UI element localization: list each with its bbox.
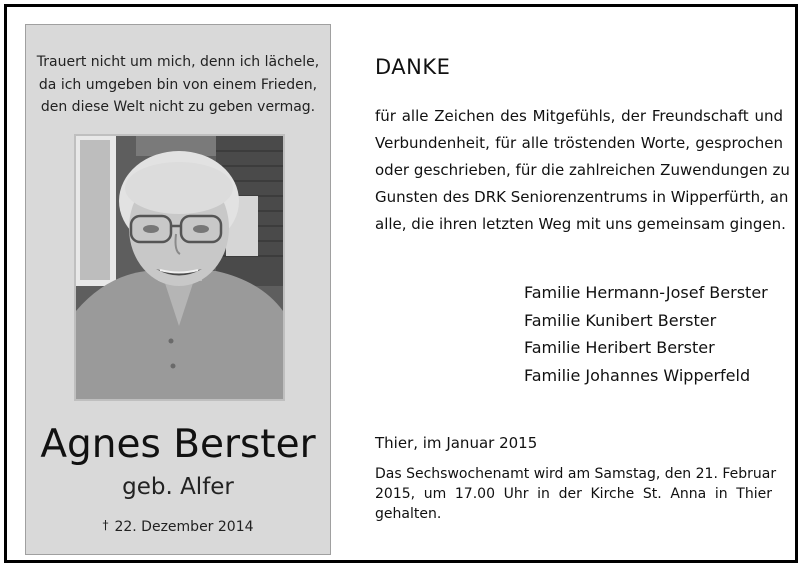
cross-icon: † [102,518,109,532]
memorial-panel [25,24,331,555]
obituary-card [4,4,798,563]
family-signatures [524,279,768,389]
notice-line: Das Sechswochenamt wird am Samstag, den 21. Februar [375,466,777,482]
family-name: Familie Heribert Berster [524,338,715,357]
family-name: Familie Johannes Wipperfeld [524,365,751,385]
family-name: Familie Kunibert Berster [524,310,717,330]
quote-line: da ich umgeben bin von einem Frieden, [38,76,318,93]
portrait-photo [74,134,285,401]
thanks-line: oder geschrieben, für die zahlreichen Zuwendungen zu [375,161,790,179]
death-date-line [26,519,330,535]
thanks-text [375,103,790,238]
quote-line: den diese Welt nicht zu geben vermag. [40,99,316,115]
deceased-name: Agnes Berster [40,422,316,467]
quote-line: Trauert nicht um mich, denn ich lächele, [36,54,320,70]
mass-notice [375,464,777,524]
thanks-heading: DANKE [375,55,451,79]
family-name: Familie Hermann-Josef Berster [524,283,768,302]
place-date: Thier, im Januar 2015 [375,434,538,452]
notice-line: gehalten. [375,506,442,522]
notice-line: 2015, um 17.00 Uhr in der Kirche St. Anna in Thier [375,486,772,502]
maiden-name: geb. Alfer [122,474,234,500]
memorial-quote [26,51,330,119]
thanks-line: alle, die ihren letzten Weg mit uns gemeinsam gingen. [375,215,786,233]
thanks-line: Verbundenheit, für alle tröstenden Worte, gesprochen [375,134,783,152]
thanks-line: für alle Zeichen des Mitgefühls, der Freundschaft und [375,107,783,125]
death-date: 22. Dezember 2014 [114,519,254,535]
thanks-line: Gunsten des DRK Seniorenzentrums in Wipperfürth, an [375,188,789,206]
